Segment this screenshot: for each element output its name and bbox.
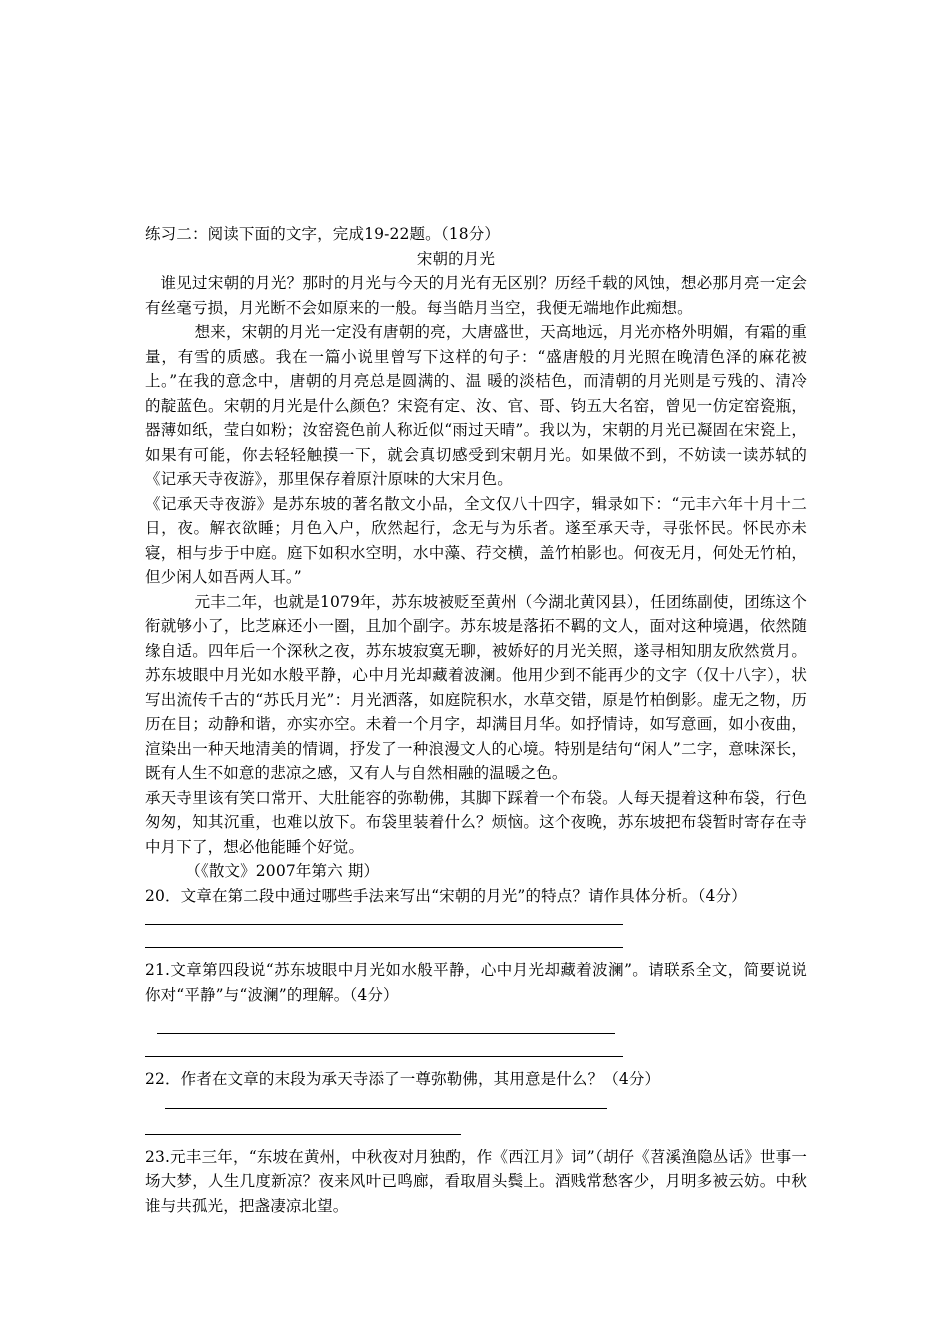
question-21: 21.文章第四段说“苏东坡眼中月光如水般平静，心中月光却藏着波澜”。请联系全文，简要说说你对“平静”与“波澜”的理解。（4分） [145, 961, 807, 1004]
article-source: （《散文》2007年第六 期） [185, 862, 380, 880]
question-23: 23.元丰三年，“东坡在黄州，中秋夜对月独酌，作《西江月》词”（胡仔《苕溪渔隐丛话》世事一场大梦，人生几度新凉？夜来风叶已鸣廊，看取眉头鬓上。酒贱常愁客少，月明多被云妨。中秋谁与共孤光，把盏凄凉北望。 [145, 1147, 807, 1215]
exercise-heading: 练习二：阅读下面的文字，完成19-22题。（18分） [145, 225, 501, 243]
question-22: 22．作者在文章的末段为承天寺添了一尊弥勒佛，其用意是什么？（4分） [145, 1070, 661, 1088]
paragraph-2: 想来，宋朝的月光一定没有唐朝的亮，大唐盛世，天高地远，月光亦格外明媚，有霜的重量，有雪的质感。我在一篇小说里曾写下这样的句子：“盛唐般的月光照在晚清色泽的麻花被上。”在我的意念中，唐朝的月亮总是圆满的、温 暖的淡桔色，而清朝的月光则是亏残的、清冷的靛蓝色。宋朝的月光是什么颜色？宋瓷有定、汝、官、哥、钧五大名窑，曾见一仿定窑瓷瓶，器薄如纸，莹白如粉；汝窑瓷色前人称近似“雨过天晴”。我以为，宋朝的月光已凝固在宋瓷上，如果有可能，你去轻轻触摸一下，就会真切感受到宋朝月光。如果做不到，不妨读一读苏轼的《记承天寺夜游》，那里保存着原汁原味的大宋月色。 [145, 323, 807, 488]
question-20: 20．文章在第二段中通过哪些手法来写出“宋朝的月光”的特点？请作具体分析。（4分） [145, 886, 747, 905]
paragraph-4: 元丰二年，也就是1079年，苏东坡被贬至黄州（今湖北黄冈县），任团练副使，团练这个衔就够小了，比芝麻还小一圈，且加个副字。苏东坡是落拓不羁的文人，面对这种境遇，依然随缘自适。四年后一个深秋之夜，苏东坡寂寞无聊，被娇好的月光关照，遂寻相知朋友欣然赏月。苏东坡眼中月光如水般平静，心中月光却藏着波澜。他用少到不能再少的文字（仅十八字），状写出流传千古的“苏氏月光”：月光洒落，如庭院积水，水草交错，原是竹柏倒影。虚无之物，历历在目；动静和谐，亦实亦空。未着一个月字，却满目月华。如抒情诗，如写意画，如小夜曲，渲染出一种天地清美的情调，抒发了一种浪漫文人的心境。特别是结句“闲人”二字，意味深长，既有人生不如意的悲凉之感，又有人与自然相融的温暖之色。 [145, 592, 807, 782]
paragraph-1: 谁见过宋朝的月光？那时的月光与今天的月光有无区别？历经千载的风蚀，想必那月亮一定会有丝毫亏损，月光断不会如原来的一般。每当皓月当空，我便无端地作此痴想。 [145, 274, 807, 317]
paragraph-5: 承天寺里该有笑口常开、大肚能容的弥勒佛，其脚下踩着一个布袋。人每天提着这种布袋，行色 匆匆，知其沉重，也难以放下。布袋里装着什么？烦恼。这个夜晚，苏东坡把布袋暂时寄存在寺中月下了，想必他能睡个好觉。 [145, 788, 807, 856]
paragraph-3: 《记承天寺夜游》是苏东坡的著名散文小品，全文仅八十四字，辑录如下：“元丰六年十月十二日，夜。解衣欲睡；月色入户，欣然起行，念无与为乐者。遂至承天寺，寻张怀民。怀民亦未寝，相与步于中庭。庭下如积水空明，水中藻、荇交横，盖竹柏影也。何夜无月，何处无竹柏，但少闲人如吾两人耳。” [145, 494, 807, 586]
document-body [145, 222, 807, 1218]
article-title: 宋朝的月光 [416, 249, 496, 268]
